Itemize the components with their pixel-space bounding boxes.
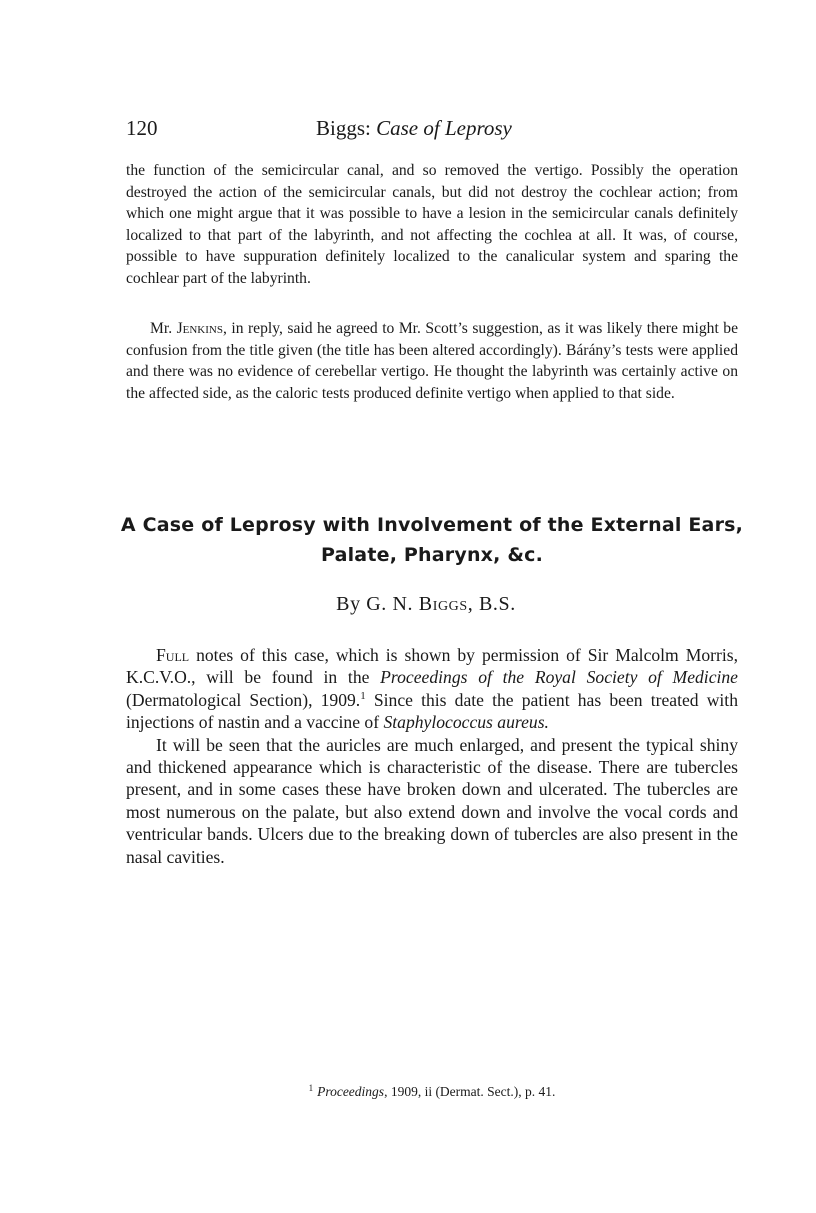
continuation-paragraph [126,160,738,290]
body-paragraph-1 [126,644,738,734]
reply-paragraph [126,318,738,404]
article-title [120,510,744,570]
running-head [316,116,512,141]
body-p1-text-b: (Dermatological Section), 1909. [126,689,361,710]
body-paragraph-2: It will be seen that the auricles are much enlarged, and present the typical shiny and thickened appearance which is characteristic of the disease. There are tubercles present, and in some cases these have broken down and ulcerated. The tubercles are most numerous on the palate, but also extend down and involve the vocal cords and ventricular bands. Ulcers due to the breaking down of tubercles are also present in the nasal cavities. [126,734,738,867]
footnote-reference: 1 [360,689,366,702]
body-p1-text-a: notes of this case, which is shown by permission of Sir Malcolm Morris, K.C.V.O., will be found in the [126,645,738,688]
running-title: Case of Leprosy [376,116,512,140]
body-p1-text-c: Since this date the patient has been treated with injections of nastin and a vaccine of [126,689,738,733]
continuation-text: the function of the semicircular canal, and so removed the vertigo. Possibly the operation destroyed the action of the semicircular canals, but did not destroy the cochlear action; from which one might argue that it was possible to have a lesion in the semicircular canals definitely localized to that part of the labyrinth, and not affecting the cochlea at all. It was, of course, possible to have suppuration definitely localized to the canalicular system and sparing the cochlear part of the labyrinth. [126,162,738,287]
article-title-line-1: A Case of Leprosy with Involvement of the External Ears, [120,514,744,536]
reply-text [126,318,738,404]
running-separator: : [365,116,377,140]
footnote [126,1084,738,1100]
page-number: 120 [126,116,158,140]
page-header [126,116,738,148]
reply-speaker: Jenkins [176,320,223,337]
journal-title: Proceedings of the Royal Society of Medicine [380,667,738,688]
reply-lead: Mr. [150,320,177,337]
article-byline [126,593,726,616]
byline-suffix: , B.S. [467,593,516,615]
article-title-line-2: Palate, Pharynx, &c. [320,544,544,566]
reply-body: , in reply, said he agreed to Mr. Scott’s suggestion, as it was likely there might be confusion from the title given (the title has been altered accordingly). Bárány’s tests were applied and there was no evidence of cerebellar vertigo. He thought the labyrinth was certainly active on the affected side, as the caloric tests produced definite vertigo when applied to that side. [126,320,738,402]
footnote-text: , 1909, ii (Dermat. Sect.), p. 41. [384,1084,556,1099]
byline-prefix: By G. N. [336,593,419,615]
footnote-marker: 1 [308,1082,314,1093]
byline-author: Biggs [418,593,468,615]
organism-name: Staphylococcus aureus. [383,712,549,733]
running-author: Biggs [316,116,366,140]
article-body [126,644,738,868]
footnote-italic: Proceedings [317,1084,385,1099]
body-lead-word: Full [156,645,190,665]
